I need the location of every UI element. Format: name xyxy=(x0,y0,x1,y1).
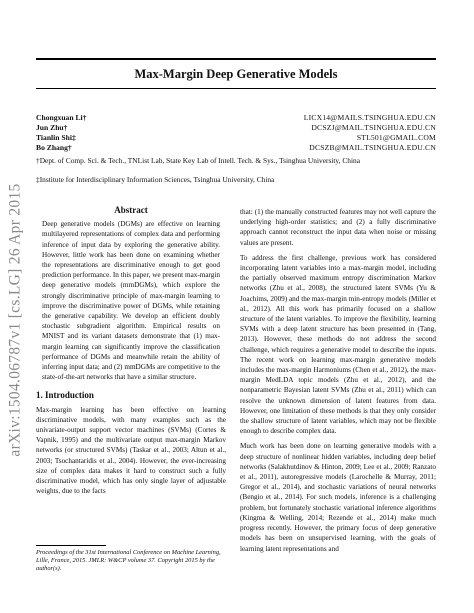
author-name: Tianlin Shi‡ xyxy=(36,133,76,142)
author-row xyxy=(36,133,436,143)
author-name: Bo Zhang† xyxy=(36,143,72,152)
author-row xyxy=(36,113,436,123)
body-paragraph: that: (1) the manually constructed features may not well capture the underlying high-order statistics; and (2) a fully discriminative approach cannot reconstruct the input data when noise or missing values are present. xyxy=(240,208,436,247)
body-paragraph: To address the first challenge, previous work has considered incorporating latent variables into a max-margin model, including the partially observed maximum entropy discrimination Markov networks (Zhu et al., 2008), the structured latent SVMs (Yu & Joachims, 2009) and the max-margin min-entropy models (Miller et al., 2012). All this work has primarily focused on a shallow structure of the latent variables. To improve the flexibility, learning SVMs with a deep latent structure has been presented in (Tang, 2013). However, these methods do not address the second challenge, which requires a generative model to describe the inputs. The recent work on learning max-margin generative models includes the max-margin Harmoniums (Chen et al., 2012), the max-margin MedLDA topic models (Zhu et al., 2012), and the nonparametric Bayesian latent SVMs (Zhu et al., 2011) which can resolve the unknown dimension of latent features from data. However, one limitation of these methods is that they only consider the shallow structure of latent variables, which may not be flexible enough to describe complex data. xyxy=(240,253,436,436)
author-name: Jun Zhu† xyxy=(36,123,68,132)
author-block xyxy=(36,113,436,153)
paper-title: Max-Margin Deep Generative Models xyxy=(134,67,338,81)
left-column xyxy=(36,205,226,501)
title-underline xyxy=(36,88,436,89)
footnote: Proceedings of the 31st International Conference on Machine Learning, Lille, France, 2015. JMLR: W&CP volume 37. Copyright 2015 by the author(s). xyxy=(36,549,221,573)
arxiv-stamp xyxy=(2,110,30,530)
body-paragraph: Much work has been done on learning generative models with a deep structure of nonlinear hidden variables, including deep belief networks (Salakhutdinov & Hinton, 2009; Lee et al., 2009; Ranzato et al., 2011), autoregressive models (Larochelle & Murray, 2011; Gregor et al., 2014), and stochastic variations of neural networks (Bengio et al., 2014). For such models, inference is a challenging problem, but fortunately stochastic variational inference algorithms (Kingma & Welling, 2014; Rezende et al., 2014) make much progress recently. However, the primary focus of deep generative models has been on unsupervised learning, with the goals of learning latent representations and xyxy=(240,442,436,553)
author-email: DCSZJ@MAIL.TSINGHUA.EDU.CN xyxy=(311,123,436,132)
footnote-rule xyxy=(36,545,106,546)
affiliation: †Dept. of Comp. Sci. & Tech., TNList Lab, State Key Lab of Intell. Tech. & Sys., Tsinghua University, China xyxy=(36,156,361,165)
author-email: DCSZB@MAIL.TSINGHUA.EDU.CN xyxy=(309,143,436,152)
author-email: LICX14@MAILS.TSINGHUA.EDU.CN xyxy=(303,113,436,122)
top-rule xyxy=(36,58,436,60)
arxiv-id: arXiv:1504.06787v1 [cs.LG] 26 Apr 2015 xyxy=(7,183,24,457)
author-row xyxy=(36,123,436,133)
author-name: Chongxuan Li† xyxy=(36,113,87,122)
body-paragraph: Max-margin learning has been effective on learning discriminative models, with many examples such as the univariate-output support vector machines (SVMs) (Cortes & Vapnik, 1995) and the multivariate output max-margin Markov networks (or structured SVMs) (Taskar et al., 2003; Altun et al., 2003; Tsochantaridis et al., 2004). However, the ever-increasing size of complex data makes it hard to construct such a fully discriminative model, which has only single layer of adjustable weights, due to the facts xyxy=(36,405,226,496)
right-column xyxy=(240,207,436,559)
author-email: STL501@GMAIL.COM xyxy=(356,133,436,142)
abstract-text: Deep generative models (DGMs) are effective on learning multilayered representations of complex data and performing inference of input data by exploring the generative ability. However, little work has been done on examining whether the representations are discriminative enough to get good prediction performance. In this paper, we present max-margin deep generative models (mmDGMs), which explore the strongly discriminative principle of max-margin learning to improve the discriminative power of DGMs, while retaining the generative capability. We develop an efficient doubly stochastic subgradient algorithm. Empirical results on MNIST and its variant datasets demonstrate that (1) max-margin learning can significantly improve the classification performance of DGMs and meanwhile retain the ability of inferring input data; and (2) mmDGMs are competitive to the state-of-the-art networks that have a similar structure. xyxy=(42,220,220,382)
affiliation: ‡Institute for Interdisciplinary Information Sciences, Tsinghua University, China xyxy=(36,175,275,184)
section-heading: 1. Introduction xyxy=(36,390,94,401)
author-row xyxy=(36,143,436,153)
abstract-heading: Abstract xyxy=(114,205,148,215)
